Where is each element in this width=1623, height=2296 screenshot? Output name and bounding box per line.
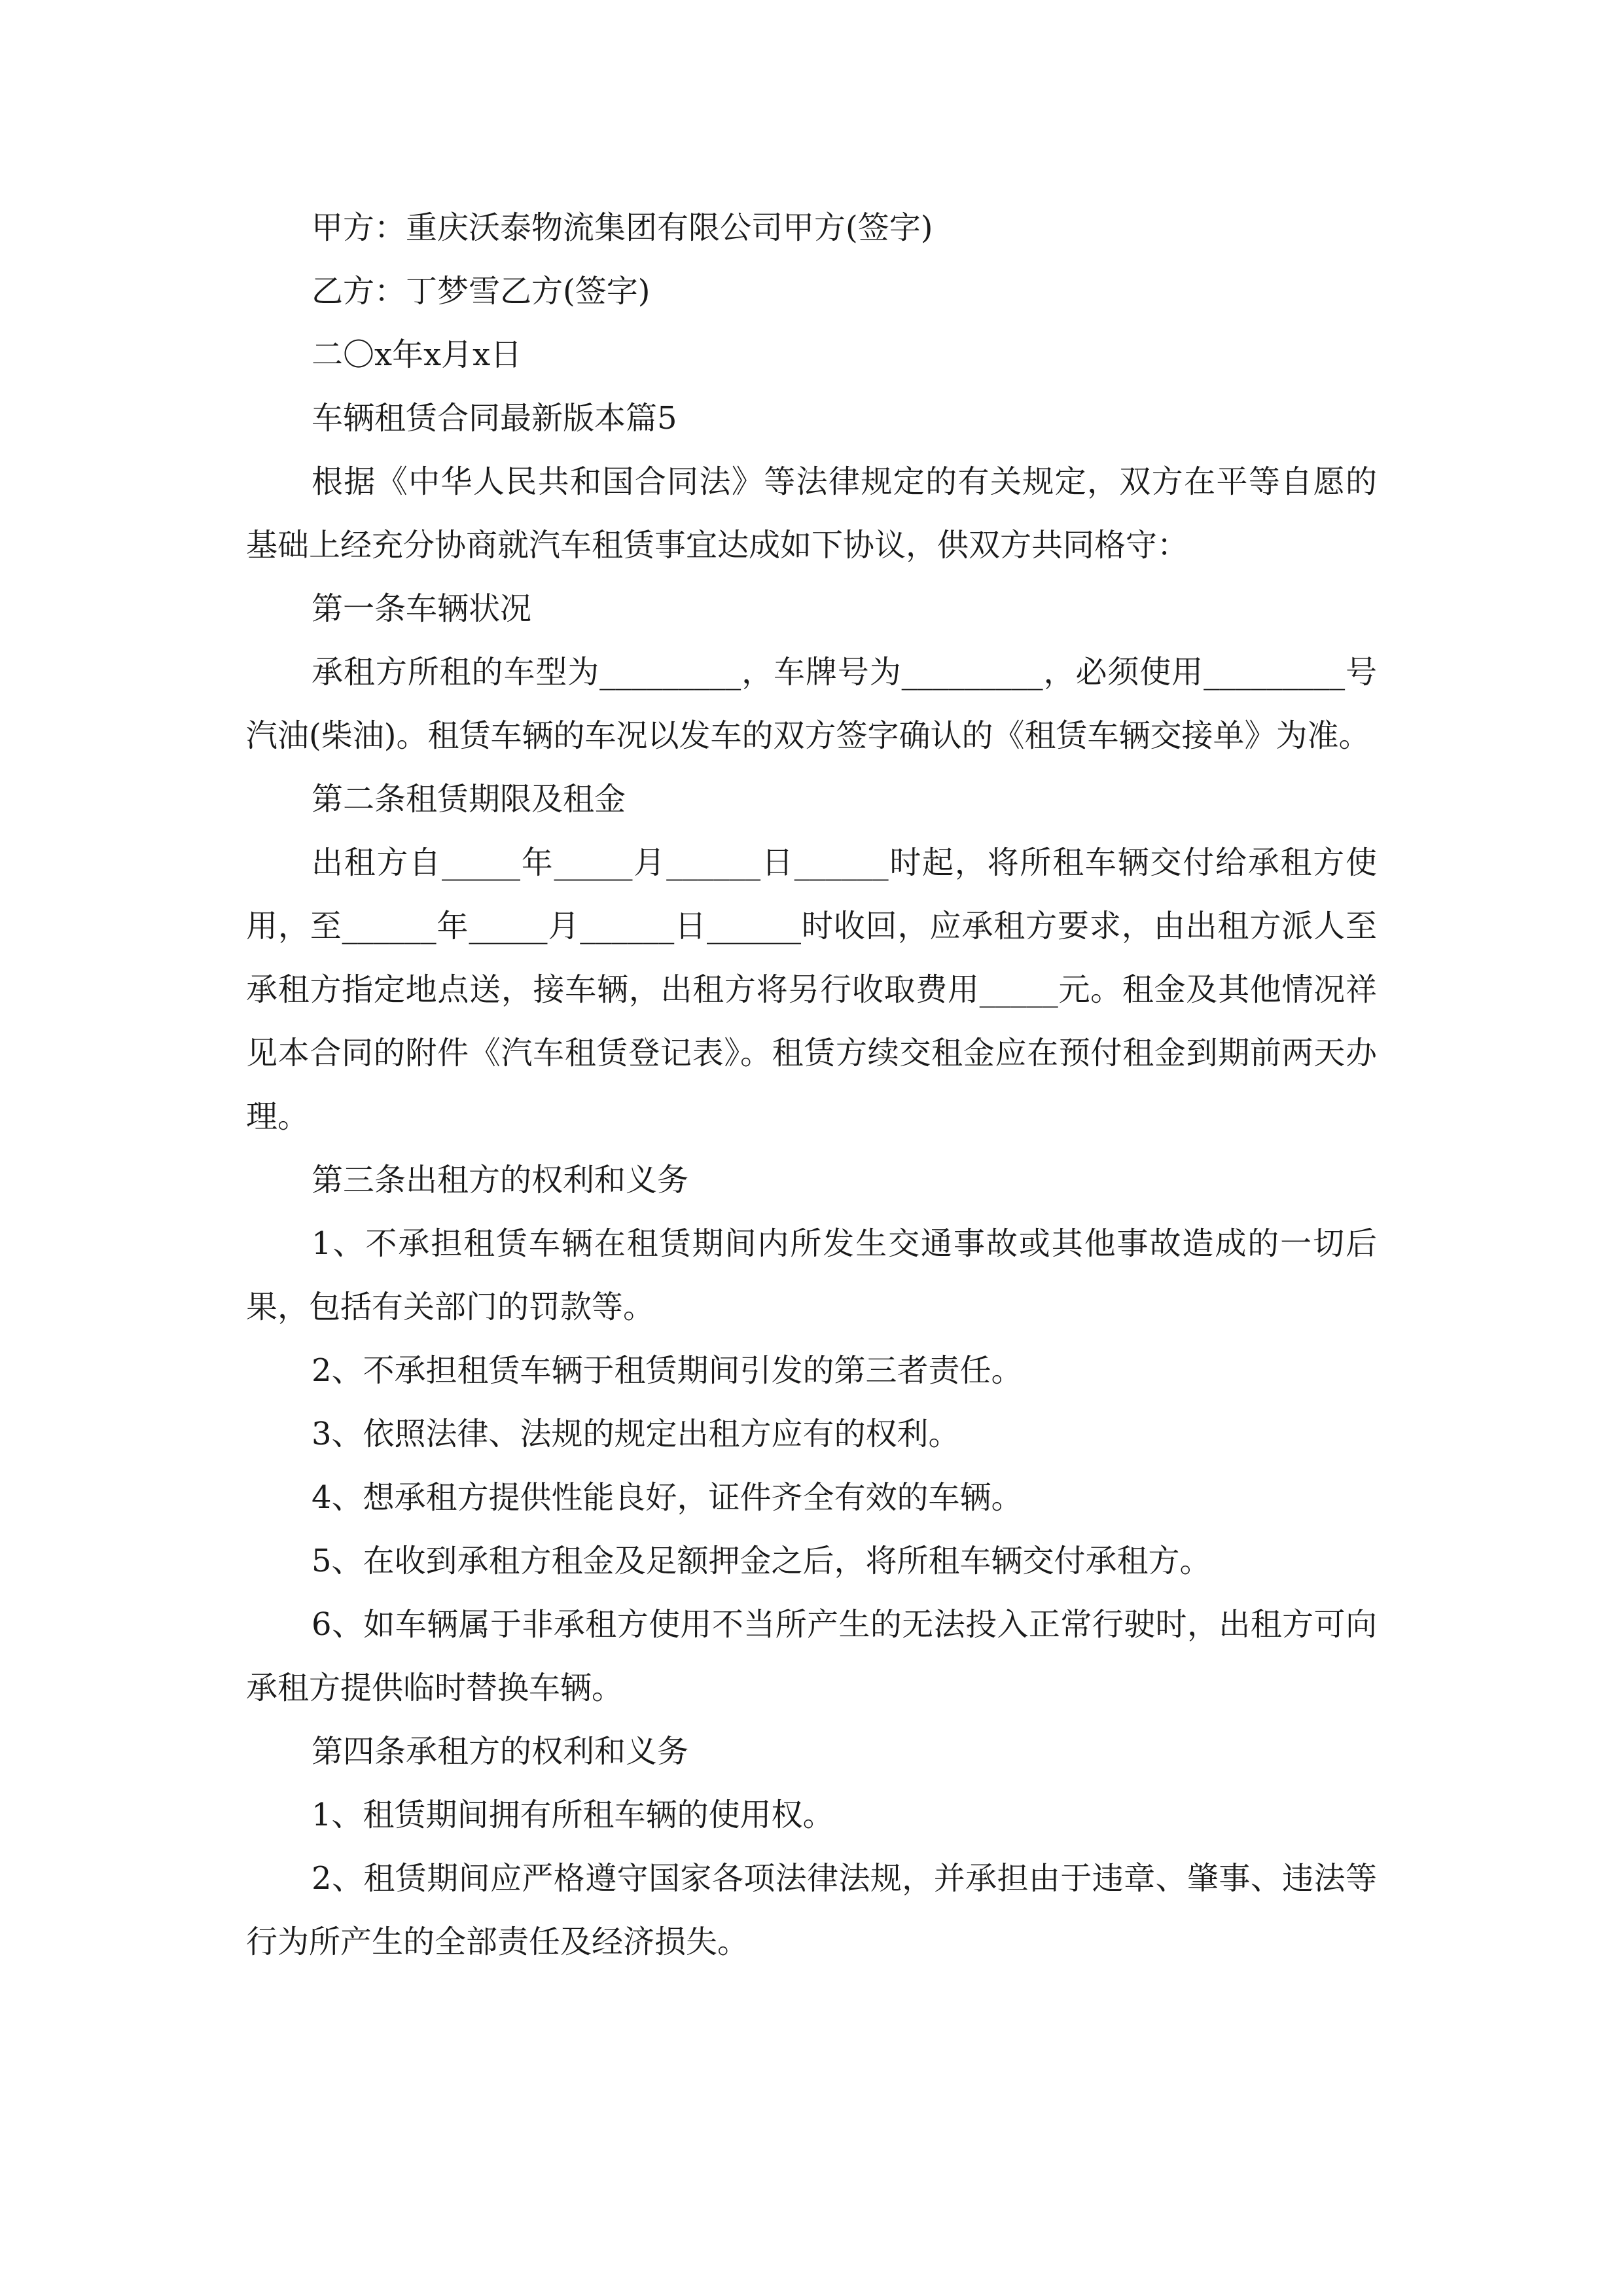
contract-title: 车辆租赁合同最新版本篇5	[312, 400, 677, 437]
article-1-body: 承租方所租的车型为_________，车牌号为_________，必须使用_________号汽油(柴油)。租赁车辆的车况以发车的双方签字确认的《租赁车辆交接单》为准。	[246, 654, 1377, 754]
article-3-item-3: 3、依照法律、法规的规定出租方应有的权利。	[312, 1416, 960, 1452]
party-a-signature-line: 甲方：重庆沃泰物流集团有限公司甲方(签字)	[312, 209, 933, 246]
article-3-item-2: 2、不承担租赁车辆于租赁期间引发的第三者责任。	[312, 1352, 1023, 1389]
date-line: 二〇x年x月x日	[312, 336, 522, 373]
party-b-signature-line: 乙方：丁梦雪乙方(签字)	[312, 273, 651, 310]
article-3-item-6: 6、如车辆属于非承租方使用不当所产生的无法投入正常行驶时，出租方可向承租方提供临时替换车辆。	[246, 1606, 1377, 1706]
preamble-paragraph: 根据《中华人民共和国合同法》等法律规定的有关规定，双方在平等自愿的基础上经充分协商就汽车租赁事宜达成如下协议，供双方共同格守：	[246, 463, 1377, 564]
article-4-item-1: 1、租赁期间拥有所租车辆的使用权。	[312, 1797, 834, 1833]
document-body	[246, 196, 1377, 1974]
article-3-item-5: 5、在收到承租方租金及足额押金之后，将所租车辆交付承租方。	[312, 1543, 1211, 1579]
article-1-heading: 第一条车辆状况	[312, 590, 532, 627]
article-2-body: 出租方自_____年_____月______日______时起，将所租车辆交付给承租方使用，至______年_____月______日______时收回，应承租方要求，由出租方派人至承租方指定地点送，接车辆，出租方将另行收取费用_____元。租金及其他情况祥见本合同的附件《汽车租赁登记表》。租赁方续交租金应在预付租金到期前两天办理。	[246, 844, 1377, 1135]
article-4-heading: 第四条承租方的权利和义务	[312, 1733, 689, 1770]
article-3-heading: 第三条出租方的权利和义务	[312, 1162, 689, 1198]
article-2-heading: 第二条租赁期限及租金	[312, 781, 626, 817]
article-3-item-4: 4、想承租方提供性能良好，证件齐全有效的车辆。	[312, 1479, 1023, 1516]
article-4-item-2: 2、租赁期间应严格遵守国家各项法律法规，并承担由于违章、肇事、违法等行为所产生的全部责任及经济损失。	[246, 1860, 1377, 1960]
article-3-item-1: 1、不承担租赁车辆在租赁期间内所发生交通事故或其他事故造成的一切后果，包括有关部门的罚款等。	[246, 1225, 1377, 1325]
